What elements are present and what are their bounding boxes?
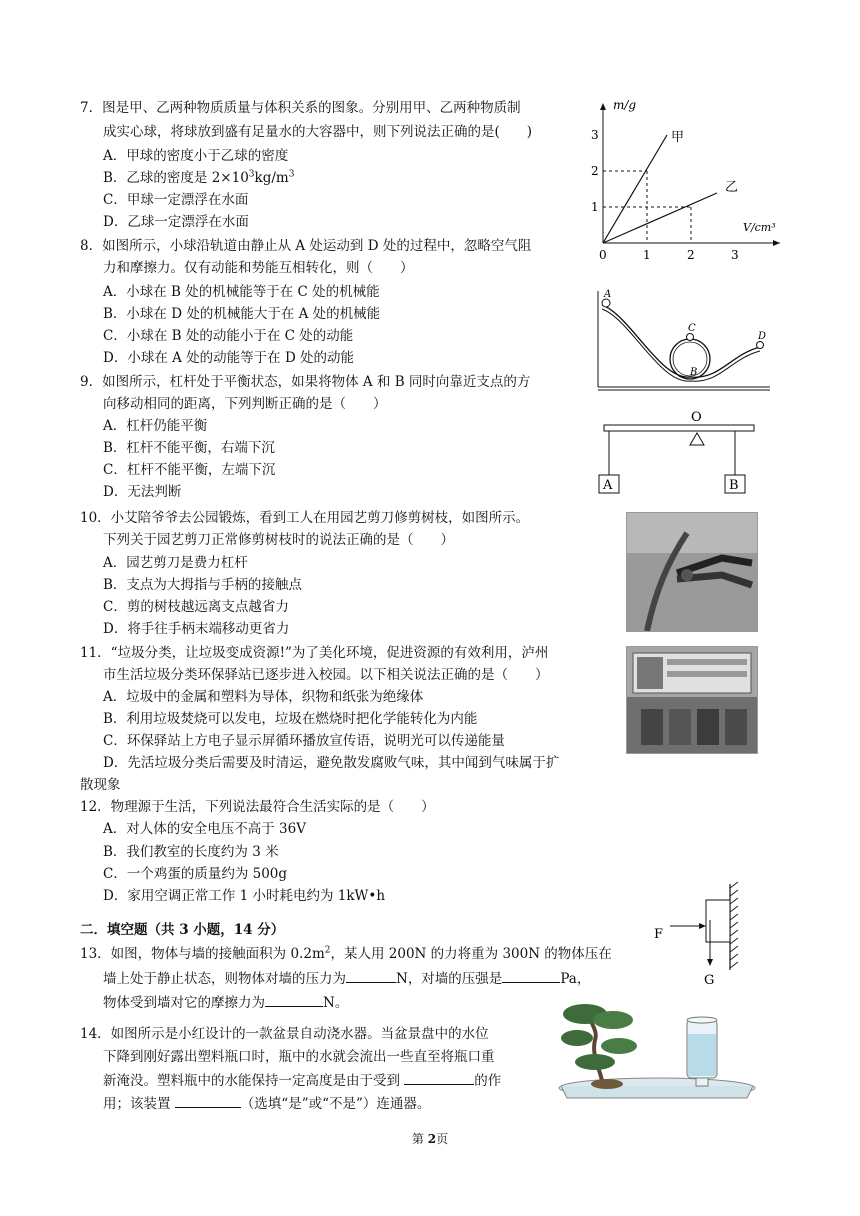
q11-option-d-line2: 散现象 <box>80 777 121 793</box>
q9-lever-diagram <box>590 405 760 497</box>
q8-option-d: D．小球在 A 处的动能等于在 D 处的动能 <box>103 350 355 366</box>
q11-stem-line2: 市生活垃圾分类环保驿站已逐步进入校园。以下相关说法正确的是（ ） <box>103 667 549 683</box>
q8-track-diagram <box>590 285 780 395</box>
q10-option-c: C．剪的树枝越远离支点越省力 <box>103 599 289 615</box>
q14-line3: 新淹没。塑料瓶中的水能保持一定高度是由于受到 的作 <box>103 1070 501 1091</box>
q13-line3: 物体受到墙对它的摩擦力为 N。 <box>103 992 348 1013</box>
y-tick-2: 2 <box>591 164 599 178</box>
q11-recycling-station-photo <box>626 646 758 754</box>
page-number: 第 2页 <box>411 1132 449 1146</box>
q11-option-c: C．环保驿站上方电子显示屏循环播放宣传语，说明光可以传递能量 <box>103 733 505 749</box>
q12-stem: 12．物理源于生活，下列说法最符合生活实际的是（ ） <box>80 799 435 815</box>
q13-line1: 13．如图，物体与墙的接触面积为 $0.2m^2$，某人用 200N 的力将重为 300N 的物体压在 <box>80 945 612 962</box>
q7-option-c: C．甲球一定漂浮在水面 <box>103 192 249 208</box>
q7-option-d: D．乙球一定漂浮在水面 <box>103 214 249 230</box>
graph-line-jia-label: 甲 <box>671 130 685 145</box>
q13-line2: 墙上处于静止状态，则物体对墙的压力为 N，对墙的压强是 Pa， <box>103 968 590 989</box>
q9-option-a: A．杠杆仍能平衡 <box>103 418 208 434</box>
q14-line4: 用；该装置 （选填“是”或“不是”）连通器。 <box>103 1093 430 1114</box>
q9-option-b: B．杠杆不能平衡，右端下沉 <box>103 440 275 456</box>
q10-stem-line2: 下列关于园艺剪刀正常修剪树枝时的说法正确的是（ ） <box>103 532 454 548</box>
q11-option-a: A．垃圾中的金属和塑料为导体，织物和纸张为绝缘体 <box>103 689 424 705</box>
q10-option-d: D．将手往手柄末端移动更省力 <box>103 621 290 637</box>
q7-mass-volume-graph <box>585 95 795 265</box>
x-tick-0: 0 <box>599 248 607 262</box>
q13-blank-friction[interactable] <box>265 992 323 1007</box>
q7-stem-line2: 成实心球，将球放到盛有足量水的大容器中，则下列说法正确的是( ) <box>103 124 533 140</box>
lever-label-b: B <box>729 478 739 493</box>
section-2-heading: 二．填空题（共 3 小题，14 分） <box>80 922 285 938</box>
x-tick-3: 3 <box>731 248 739 262</box>
q9-option-c: C．杠杆不能平衡，左端下沉 <box>103 462 276 478</box>
graph-line-yi-label: 乙 <box>725 180 739 195</box>
q7-option-a: A．甲球的密度小于乙球的密度 <box>103 148 289 164</box>
q8-stem-line2: 力和摩擦力。仅有动能和势能互相转化，则（ ） <box>103 260 414 276</box>
q8-option-b: B．小球在 D 处的机械能大于在 A 处的机械能 <box>103 306 381 322</box>
q9-stem-line2: 向移动相同的距离，下列判断正确的是（ ） <box>103 396 387 412</box>
lever-label-a: A <box>603 478 613 493</box>
q12-option-a: A．对人体的安全电压不高于 36V <box>103 821 306 837</box>
q10-pruning-shears-photo <box>626 512 758 632</box>
q14-line1: 14．如图所示是小红设计的一款盆景自动浇水器。当盆景盘中的水位 <box>80 1026 489 1042</box>
q8-stem-line1: 8．如图所示，小球沿轨道由静止从 A 处运动到 D 处的过程中，忽略空气阻 <box>80 238 532 254</box>
q13-blank-pressure[interactable] <box>502 968 560 983</box>
q14-line2: 下降到刚好露出塑料瓶口时，瓶中的水就会流出一些直至将瓶口重 <box>103 1049 495 1065</box>
q12-option-d: D．家用空调正常工作 1 小时耗电约为 1kW•h <box>103 888 386 904</box>
q9-stem-line1: 9．如图所示，杠杆处于平衡状态，如果将物体 A 和 B 同时向靠近支点的方 <box>80 374 531 390</box>
x-tick-2: 2 <box>687 248 695 262</box>
q12-option-c: C．一个鸡蛋的质量约为 500g <box>103 866 288 882</box>
q7-option-b: B．乙球的密度是 $2\times 10^3kg/m^3$ <box>103 169 295 186</box>
lever-label-o: O <box>691 410 702 425</box>
q13-wall-force-diagram <box>648 880 748 990</box>
q8-option-c: C．小球在 B 处的动能小于在 C 处的动能 <box>103 328 354 344</box>
q11-option-d-line1: D．先活垃圾分类后需要及时清运，避免散发腐败气味，其中闻到气味属于扩 <box>103 755 560 771</box>
graph-xlabel: V/cm³ <box>743 221 776 234</box>
q12-option-b: B．我们教室的长度约为 3 米 <box>103 844 279 860</box>
q13-blank-pressure-force[interactable] <box>346 968 396 983</box>
q11-option-b: B．利用垃圾焚烧可以发电，垃圾在燃烧时把化学能转化为内能 <box>103 711 478 727</box>
q8-option-a: A．小球在 B 处的机械能等于在 C 处的机械能 <box>103 284 380 300</box>
y-tick-1: 1 <box>591 200 599 214</box>
x-tick-1: 1 <box>643 248 651 262</box>
q14-blank-connector[interactable] <box>175 1093 241 1108</box>
wall-label-g: G <box>704 973 715 988</box>
track-label-a: A <box>604 289 612 300</box>
q14-blank-force[interactable] <box>404 1070 474 1085</box>
y-tick-3: 3 <box>591 128 599 142</box>
q10-option-a: A．园艺剪刀是费力杠杆 <box>103 555 248 571</box>
q14-bonsai-waterer-illustration <box>555 1000 760 1110</box>
q7-stem-line1: 7．图是甲、乙两种物质质量与体积关系的图象。分别用甲、乙两种物质制 <box>80 100 521 116</box>
q11-stem-line1: 11．“垃圾分类，让垃圾变成资源!”为了美化环境，促进资源的有效利用，泸州 <box>80 645 549 661</box>
graph-ylabel: m/g <box>613 98 637 112</box>
q10-stem-line1: 10．小艾陪爷爷去公园锻炼，看到工人在用园艺剪刀修剪树枝，如图所示。 <box>80 510 530 526</box>
track-label-b: B <box>690 367 698 378</box>
wall-label-f: F <box>654 927 664 942</box>
track-label-c: C <box>688 323 696 334</box>
track-label-d: D <box>758 331 767 342</box>
q9-option-d: D．无法判断 <box>103 484 182 500</box>
q10-option-b: B．支点为大拇指与手柄的接触点 <box>103 577 302 593</box>
